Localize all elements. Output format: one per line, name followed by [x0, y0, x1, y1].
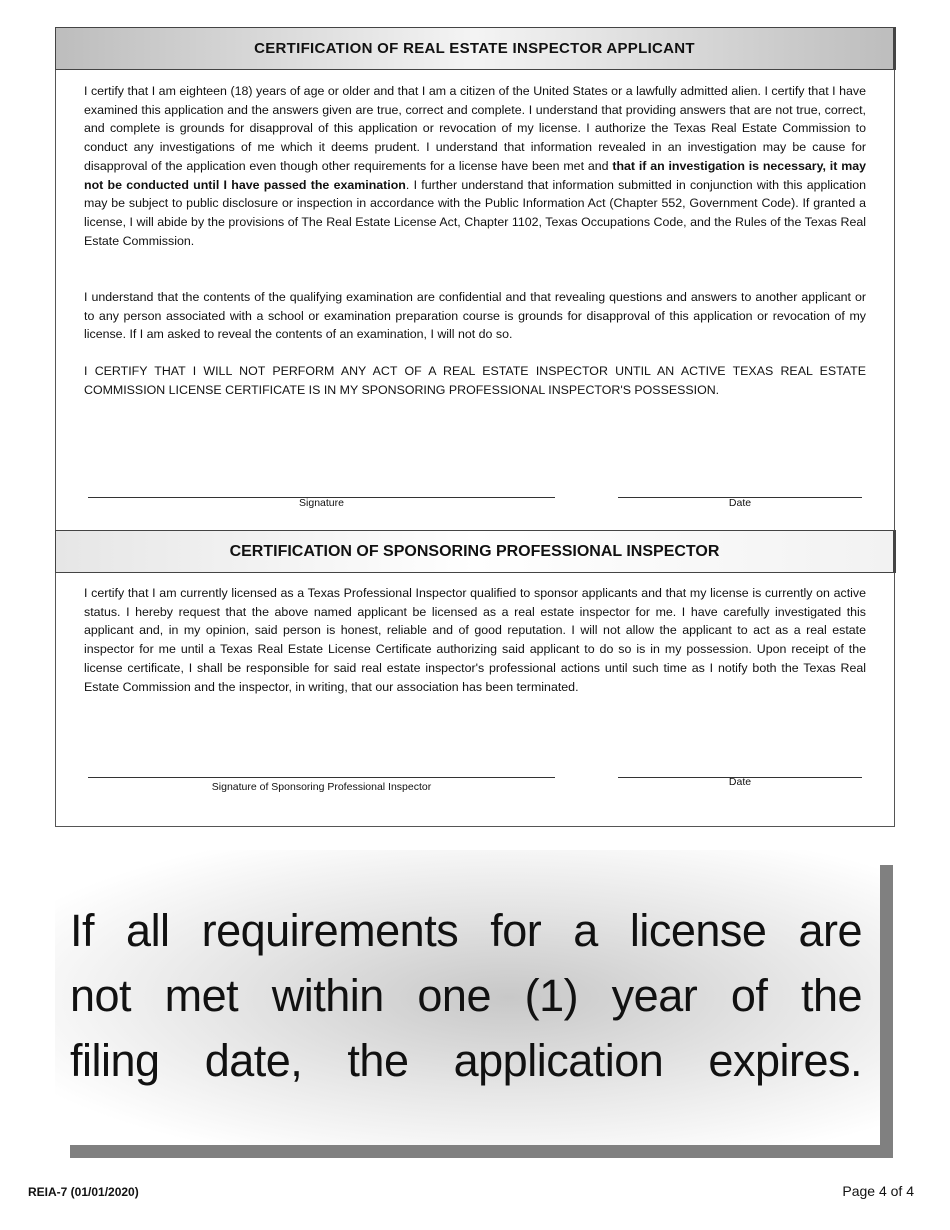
notice-line-3: filing date, the application expires. — [70, 1035, 862, 1086]
form-id: REIA-7 (01/01/2020) — [28, 1185, 139, 1199]
notice-shadow — [70, 1145, 893, 1158]
applicant-certification-paragraph-3: I CERTIFY THAT I WILL NOT PERFORM ANY ACT OF A REAL ESTATE INSPECTOR UNTIL AN ACTIVE TEXAS REAL ESTATE COMMISSION LICENSE CERTIFICATE IS IN MY SPONSORING PROFESSIONAL INSPECTOR'S POSSESSION. — [84, 364, 866, 397]
sponsor-signature-line[interactable] — [88, 777, 555, 778]
sponsor-certification-title: CERTIFICATION OF SPONSORING PROFESSIONAL INSPECTOR — [55, 530, 896, 573]
sponsor-signature-label: Signature of Sponsoring Professional Inspector — [211, 781, 432, 793]
applicant-signature-label: Signature — [299, 497, 344, 509]
applicant-certification-title: CERTIFICATION OF REAL ESTATE INSPECTOR APPLICANT — [55, 27, 896, 70]
notice-line-1: If all requirements for a license are — [70, 905, 862, 956]
sponsor-date-label: Date — [728, 776, 752, 788]
paragraph-text: I certify that I am eighteen (18) years of age or older and that I am a citizen of the United States or a lawfully admitted alien. I certify that I have examined this application and the answers given are true, correct and complete. I understand that providing answers that are not true, correct, and complete is grounds for disapproval of this application or revocation of my license. I authorize the Texas Real Estate Commission to conduct any investigations of me which it deems prudent. I understand that information revealed in an investigation may be cause for disapproval of the application even though other requirements for a license have been met and — [84, 84, 866, 173]
applicant-certification-paragraph-1 — [84, 82, 866, 250]
applicant-date-label: Date — [728, 497, 752, 509]
paragraph-text: . I further understand that information submitted in conjunction with this application may be subject to public disclosure or inspection in accordance with the Public Information Act (Chapter 552, Government Code). If granted a license, I will abide by the provisions of The Real Estate License Act, Chapter 1102, Texas Occupations Code, and the Rules of the Texas Real Estate Commission. — [84, 177, 866, 248]
notice-shadow — [880, 865, 893, 1158]
page-number: Page 4 of 4 — [842, 1183, 914, 1199]
notice-line-2: not met within one (1) year of the — [70, 970, 862, 1021]
paragraph-bold-text: that if an investigation is necessary, it may not be conducted until I have passed the examination — [84, 158, 866, 192]
sponsor-certification-paragraph: I certify that I am currently licensed as a Texas Professional Inspector qualified to sponsor applicants and that my license is currently on active status. I hereby request that the above named applicant be licensed as a real estate inspector for me. I have carefully investigated this applicant and, in my opinion, said person is honest, reliable and of good reputation. I will not allow the applicant to act as a real estate inspector for me until a Texas Real Estate License Certificate authorizing said applicant to do so is in my possession. Upon receipt of the license certificate, I shall be responsible for said real estate inspector's professional actions until such time as I notify both the Texas Real Estate Commission and the inspector, in writing, that our association has been terminated. — [84, 586, 866, 694]
applicant-certification-paragraph-2: I understand that the contents of the qualifying examination are confidential and that revealing questions and answers to another applicant or to any person associated with a school or examination preparation course is grounds for disapproval of this application or revocation of my license. If I am asked to reveal the contents of an examination, I will not do so. — [84, 290, 866, 342]
